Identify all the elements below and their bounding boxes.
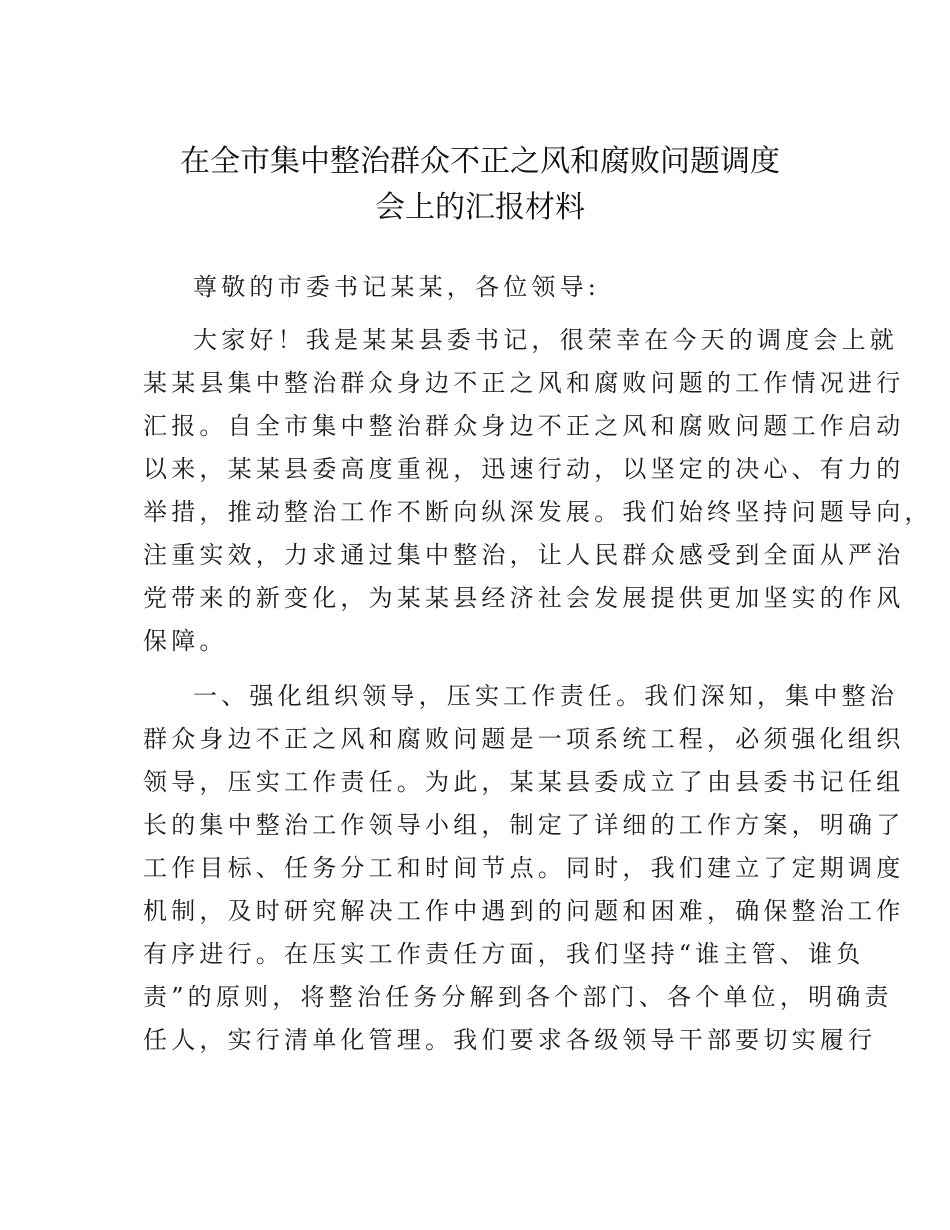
paragraph-2-line: 责”的原则，将整治任务分解到各个部门、各个单位，明确责 (143, 983, 893, 1011)
paragraph-1-line: 以来，某某县委高度重视，迅速行动，以坚定的决心、有力的 (143, 455, 905, 483)
paragraph-2-line: 工作目标、任务分工和时间节点。同时，我们建立了定期调度 (143, 854, 905, 882)
paragraph-2-line: 任人，实行清单化管理。我们要求各级领导干部要切实履行 (143, 1026, 877, 1054)
salutation: 尊敬的市委书记某某，各位领导: (193, 273, 601, 301)
paragraph-1-line: 注重实效，力求通过集中整治，让人民群众感受到全面从严治 (143, 541, 905, 569)
paragraph-2-line: 机制，及时研究解决工作中遇到的问题和困难，确保整治工作 (143, 897, 905, 925)
document-title-line-1: 在全市集中整治群众不正之风和腐败问题调度 (180, 144, 780, 179)
document-title-line-2: 会上的汇报材料 (375, 190, 585, 225)
paragraph-2-line: 一、强化组织领导，压实工作责任。我们深知，集中整治 (193, 682, 898, 710)
paragraph-2-line: 有序进行。在压实工作责任方面，我们坚持“谁主管、谁负 (143, 940, 865, 968)
paragraph-1-line: 保障。 (143, 627, 228, 655)
paragraph-2-line: 长的集中整治工作领导小组，制定了详细的工作方案，明确了 (143, 811, 905, 839)
paragraph-2-line: 领导，压实工作责任。为此，某某县委成立了由县委书记任组 (143, 768, 905, 796)
paragraph-1-line: 党带来的新变化，为某某县经济社会发展提供更加坚实的作风 (143, 584, 905, 612)
paragraph-2-line: 群众身边不正之风和腐败问题是一项系统工程，必须强化组织 (143, 725, 905, 753)
paragraph-1-line: 举措，推动整治工作不断向纵深发展。我们始终坚持问题导向， (143, 498, 933, 526)
paragraph-1-line: 汇报。自全市集中整治群众身边不正之风和腐败问题工作启动 (143, 412, 905, 440)
paragraph-1-line: 某某县集中整治群众身边不正之风和腐败问题的工作情况进行 (143, 369, 905, 397)
paragraph-1-line: 大家好！我是某某县委书记，很荣幸在今天的调度会上就 (193, 326, 898, 354)
